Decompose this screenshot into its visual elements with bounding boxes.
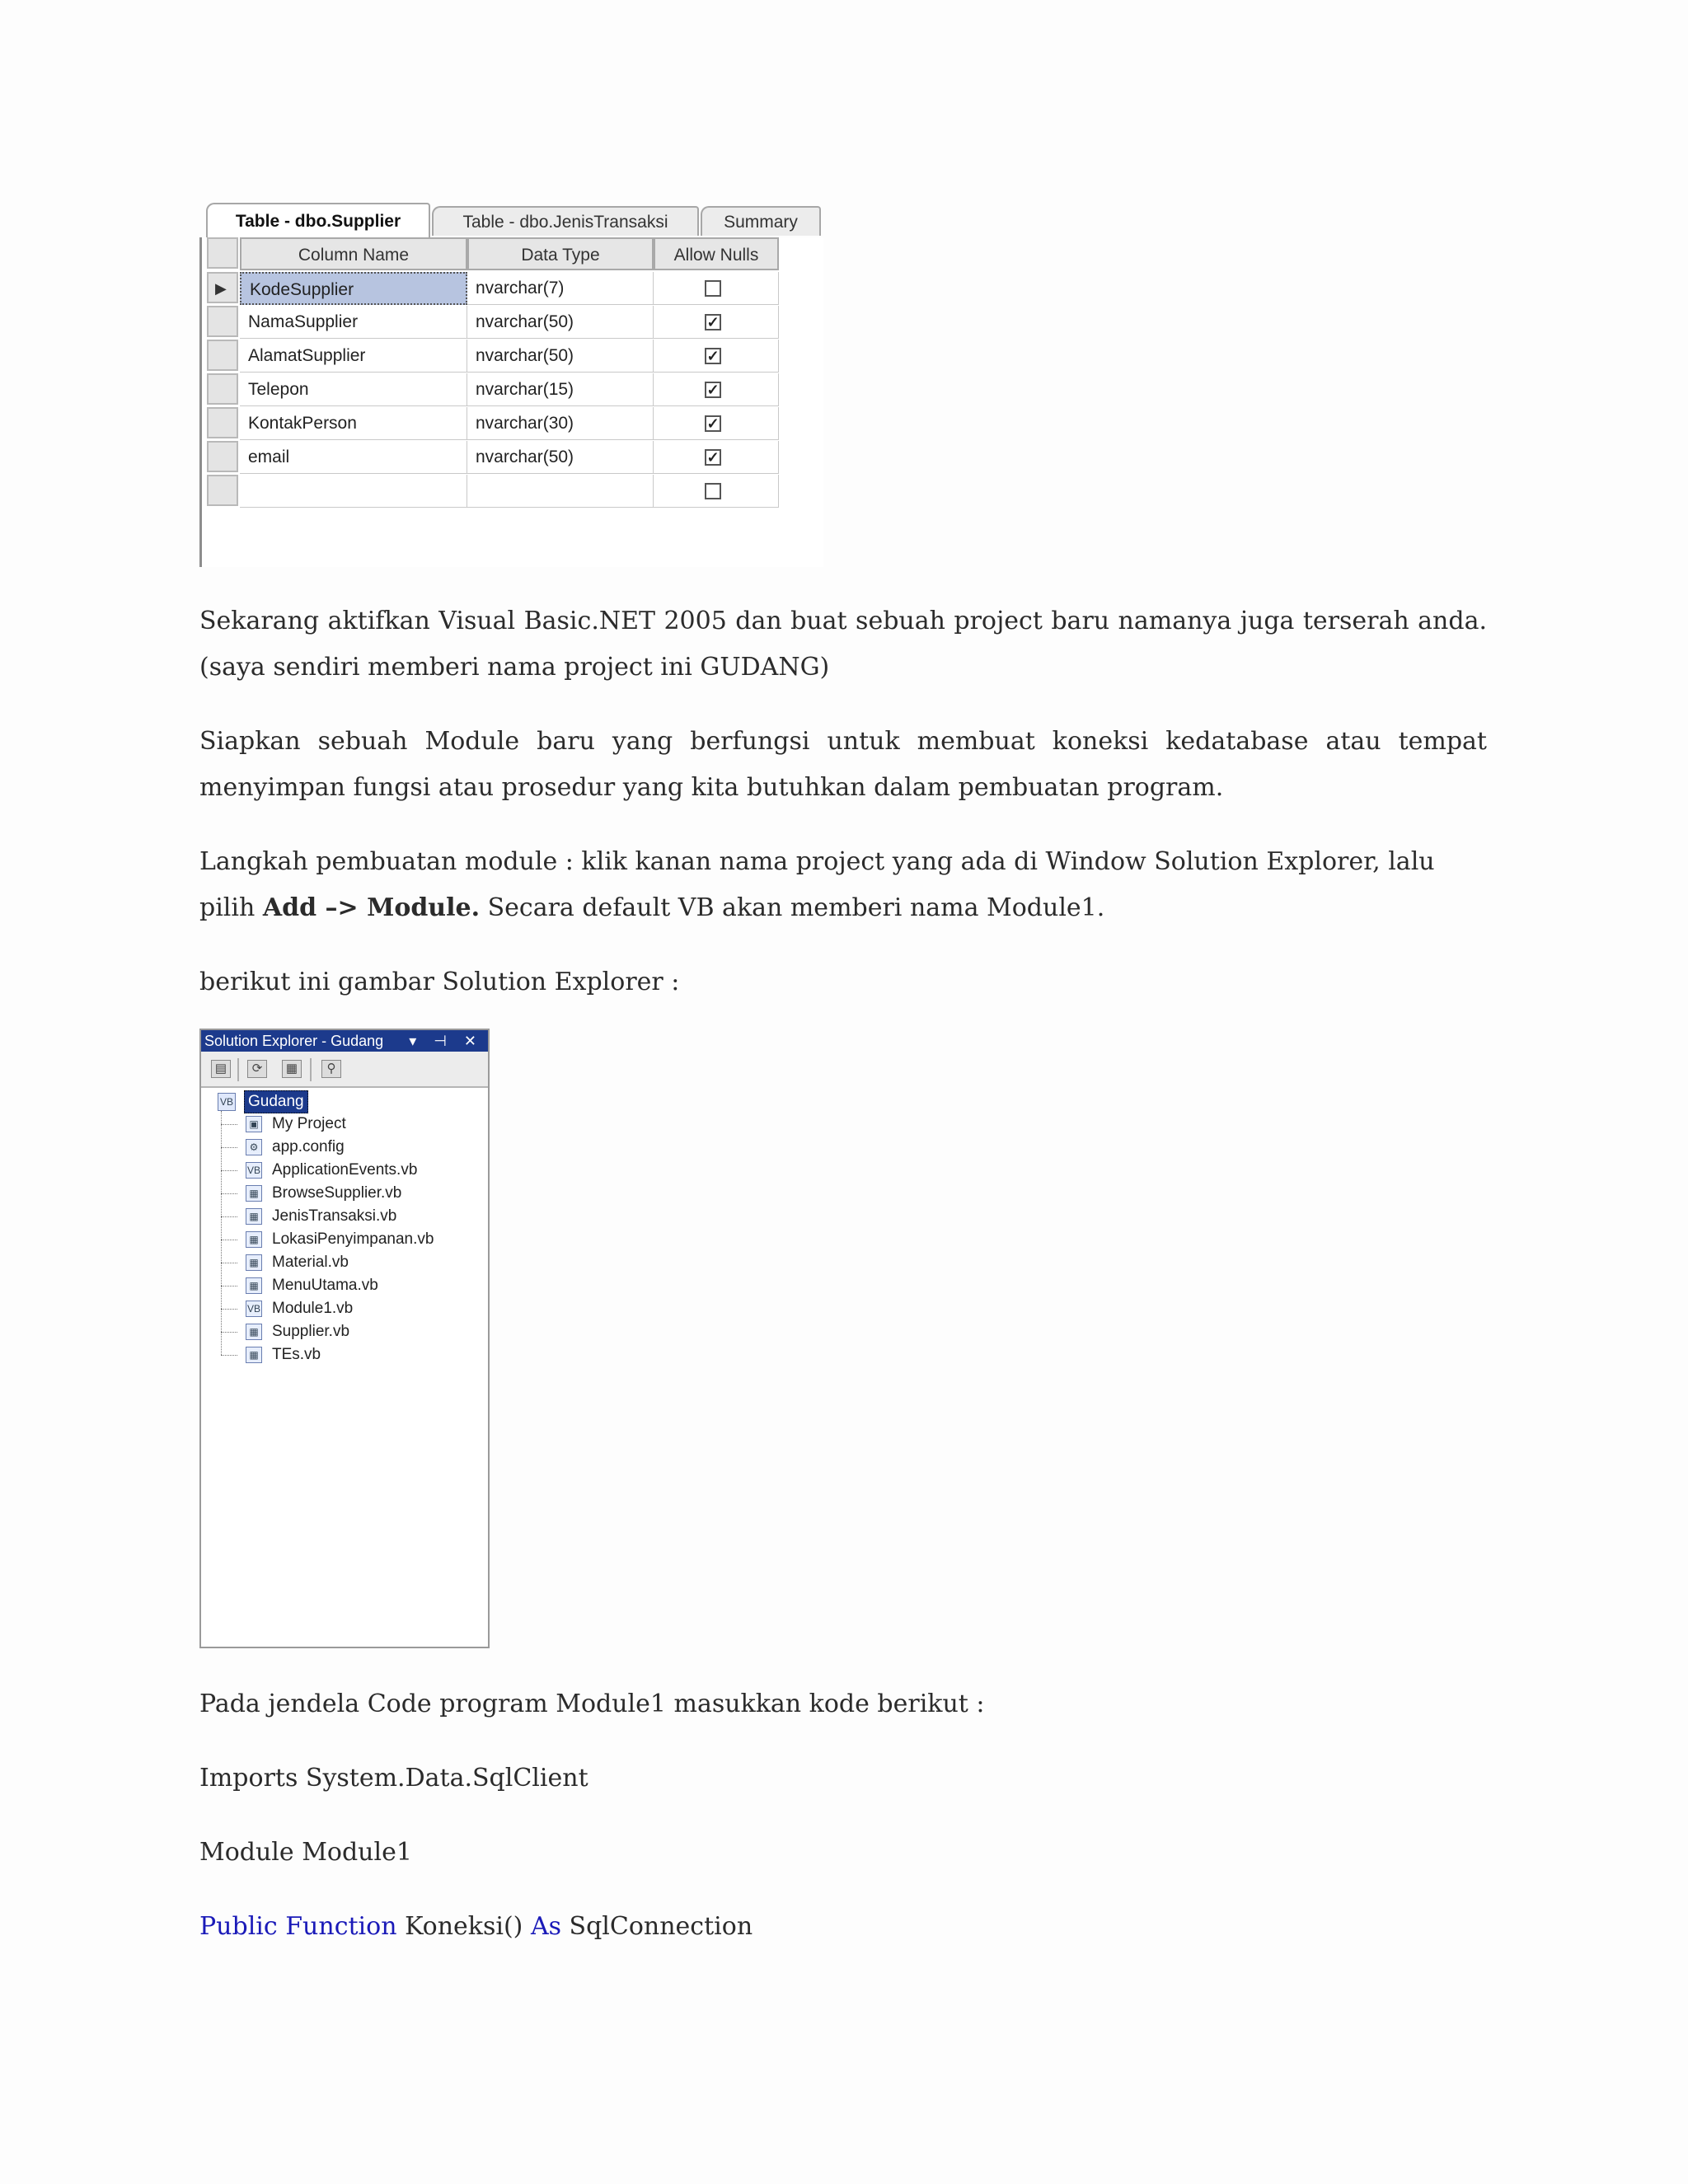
table-row[interactable] — [207, 340, 787, 373]
tree-item[interactable] — [201, 1205, 488, 1228]
cell-allow-nulls — [654, 306, 779, 339]
show-all-files-icon[interactable]: ▦ — [282, 1060, 302, 1078]
cell-data-type[interactable] — [467, 475, 654, 508]
cell-data-type[interactable]: nvarchar(30) — [467, 407, 654, 440]
tree-item[interactable] — [201, 1113, 488, 1136]
solution-explorer-toolbar — [201, 1052, 488, 1088]
tree-item[interactable] — [201, 1320, 488, 1343]
window-buttons[interactable]: ▾ ⊣ ✕ — [409, 1033, 483, 1049]
file-icon: ▦ — [246, 1231, 262, 1248]
keyword-as: As — [530, 1912, 561, 1941]
tree-item[interactable] — [201, 1343, 488, 1366]
allow-nulls-checkbox[interactable]: ✓ — [705, 348, 721, 364]
cell-allow-nulls — [654, 340, 779, 373]
view-class-diagram-icon[interactable]: ⚲ — [321, 1060, 341, 1078]
tab-summary[interactable]: Summary — [701, 206, 821, 236]
cell-column-name[interactable]: email — [240, 441, 467, 474]
keyword-public-function: Public Function — [199, 1912, 397, 1941]
tree-root-gudang[interactable] — [201, 1090, 488, 1113]
table-row[interactable] — [207, 306, 787, 339]
tree-item[interactable] — [201, 1136, 488, 1159]
cell-column-name[interactable]: Telepon — [240, 373, 467, 406]
allow-nulls-checkbox[interactable] — [705, 483, 721, 499]
table-designer-screenshot — [199, 199, 821, 567]
row-selector[interactable] — [207, 475, 238, 506]
cell-allow-nulls — [654, 373, 779, 406]
tab-supplier[interactable]: Table - dbo.Supplier — [206, 203, 430, 237]
table-row[interactable] — [207, 475, 787, 508]
code-line-function — [199, 1904, 1487, 1950]
file-icon: ▦ — [246, 1324, 262, 1340]
file-icon: ▦ — [246, 1208, 262, 1225]
paragraph-4: berikut ini gambar Solution Explorer : — [199, 968, 680, 996]
row-selector[interactable] — [207, 373, 238, 405]
allow-nulls-checkbox[interactable] — [705, 280, 721, 297]
file-icon: ▦ — [246, 1185, 262, 1202]
row-selector[interactable] — [207, 340, 238, 371]
paragraph-5: Pada jendela Code program Module1 masukkan kode berikut : — [199, 1690, 985, 1718]
tree-branch-line — [221, 1193, 237, 1194]
tree-item[interactable] — [201, 1182, 488, 1205]
cell-column-name[interactable]: AlamatSupplier — [240, 340, 467, 373]
solution-explorer-title: Solution Explorer - Gudang — [204, 1033, 384, 1049]
toolbar-separator — [310, 1058, 312, 1081]
allow-nulls-checkbox[interactable]: ✓ — [705, 449, 721, 466]
cell-data-type[interactable]: nvarchar(50) — [467, 441, 654, 474]
primary-key-icon: ▶ — [215, 280, 227, 297]
grid-header — [207, 237, 787, 270]
tree-item[interactable] — [201, 1159, 488, 1182]
row-selector[interactable] — [207, 306, 238, 337]
table-row[interactable] — [207, 407, 787, 440]
paragraph-3-start: Langkah pembuatan module : klik kanan nama project yang ada di Window Solution Explorer, lalu pilih — [199, 847, 1435, 922]
tree-item-label: Material.vb — [272, 1254, 349, 1271]
tree-item[interactable] — [201, 1228, 488, 1251]
cell-data-type[interactable]: nvarchar(7) — [467, 272, 654, 305]
tree-item-label: ApplicationEvents.vb — [272, 1161, 418, 1179]
row-selector[interactable] — [207, 441, 238, 472]
tree-item-label: BrowseSupplier.vb — [272, 1184, 402, 1202]
cell-column-name[interactable] — [240, 475, 467, 508]
cell-data-type[interactable]: nvarchar(50) — [467, 340, 654, 373]
cell-allow-nulls — [654, 272, 779, 305]
cell-column-name[interactable]: KodeSupplier — [240, 272, 467, 305]
header-data-type[interactable]: Data Type — [467, 237, 654, 270]
refresh-icon[interactable]: ⟳ — [247, 1060, 267, 1078]
cell-column-name[interactable]: KontakPerson — [240, 407, 467, 440]
cell-column-name[interactable]: NamaSupplier — [240, 306, 467, 339]
paragraph-3 — [199, 839, 1487, 931]
paragraph-1: Sekarang aktifkan Visual Basic.NET 2005 dan buat sebuah project baru namanya juga terserah anda. (saya sendiri memberi nama project ini GUDANG) — [199, 607, 1487, 682]
tree-item-label: MenuUtama.vb — [272, 1277, 378, 1294]
tree-branch-line — [221, 1309, 237, 1310]
tree-item-label: app.config — [272, 1138, 345, 1155]
header-allow-nulls[interactable]: Allow Nulls — [654, 237, 779, 270]
tree-branch-line — [221, 1332, 237, 1333]
code-line-imports: Imports System.Data.SqlClient — [199, 1764, 588, 1793]
paragraph-3-bold: Add –> Module. — [262, 893, 481, 922]
tab-jenistransaksi[interactable]: Table - dbo.JenisTransaksi — [432, 206, 699, 236]
tree-branch-line — [221, 1170, 237, 1171]
code-function-name: Koneksi() — [396, 1912, 531, 1941]
row-selector[interactable] — [207, 272, 238, 303]
cell-allow-nulls — [654, 475, 779, 508]
toolbar-separator — [237, 1058, 239, 1081]
tree-item[interactable] — [201, 1274, 488, 1297]
cell-data-type[interactable]: nvarchar(15) — [467, 373, 654, 406]
root-label: Gudang — [244, 1090, 308, 1113]
file-icon: VB — [246, 1301, 262, 1317]
table-row[interactable] — [207, 272, 787, 305]
cell-allow-nulls — [654, 407, 779, 440]
tree-branch-line — [221, 1147, 237, 1148]
column-grid — [199, 237, 823, 567]
code-return-type: SqlConnection — [561, 1912, 753, 1941]
code-line-module: Module Module1 — [199, 1838, 412, 1867]
solution-explorer-screenshot — [199, 1029, 490, 1648]
file-icon: ⚙ — [246, 1139, 262, 1155]
paragraph-3-end: Secara default VB akan memberi nama Module1. — [480, 893, 1105, 922]
row-selector[interactable] — [207, 407, 238, 438]
cell-allow-nulls — [654, 441, 779, 474]
tree-item[interactable] — [201, 1251, 488, 1274]
table-row[interactable] — [207, 441, 787, 474]
paragraph-2: Siapkan sebuah Module baru yang berfungsi untuk membuat koneksi kedatabase atau tempat menyimpan fungsi atau prosedur yang kita butuhkan dalam pembuatan program. — [199, 727, 1487, 802]
file-icon: ▦ — [246, 1347, 262, 1363]
tree-branch-line — [221, 1124, 237, 1125]
tree-item-label: TEs.vb — [272, 1346, 321, 1363]
tree-branch-line — [221, 1216, 237, 1217]
tree-item-label: Supplier.vb — [272, 1323, 350, 1340]
tree-item-label: Module1.vb — [272, 1300, 354, 1317]
allow-nulls-checkbox[interactable]: ✓ — [705, 382, 721, 398]
file-icon: ▦ — [246, 1254, 262, 1271]
tree-item-label: LokasiPenyimpanan.vb — [272, 1230, 434, 1248]
tree-item-label: My Project — [272, 1115, 346, 1132]
corner-cell — [207, 237, 238, 269]
project-icon: VB — [218, 1093, 236, 1111]
file-icon: ▣ — [246, 1116, 262, 1132]
tab-bar — [199, 199, 821, 239]
allow-nulls-checkbox[interactable]: ✓ — [705, 415, 721, 432]
file-icon: VB — [246, 1162, 262, 1179]
table-row[interactable] — [207, 373, 787, 406]
header-column-name[interactable]: Column Name — [240, 237, 467, 270]
tree-item[interactable] — [201, 1297, 488, 1320]
file-icon: ▦ — [246, 1277, 262, 1294]
allow-nulls-checkbox[interactable]: ✓ — [705, 314, 721, 330]
tree-branch-line — [221, 1355, 237, 1356]
cell-data-type[interactable]: nvarchar(50) — [467, 306, 654, 339]
solution-explorer-title-bar — [201, 1030, 488, 1052]
tree-item-label: JenisTransaksi.vb — [272, 1207, 397, 1225]
properties-icon[interactable]: ▤ — [211, 1060, 231, 1078]
